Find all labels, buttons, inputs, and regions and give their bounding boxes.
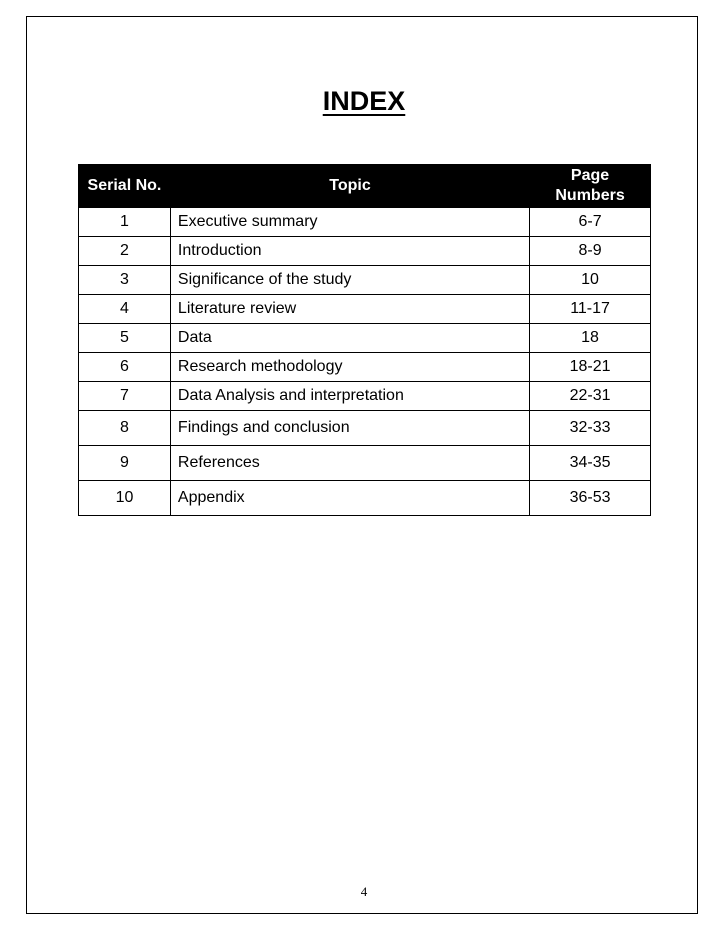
page-title-text: INDEX bbox=[322, 86, 406, 116]
serial-cell: 3 bbox=[79, 266, 171, 295]
table-row bbox=[79, 382, 651, 411]
page-cell: 32-33 bbox=[530, 411, 651, 446]
serial-cell: 6 bbox=[79, 353, 171, 382]
table-row bbox=[79, 295, 651, 324]
page-title bbox=[0, 84, 728, 118]
table-row bbox=[79, 353, 651, 382]
page-cell: 22-31 bbox=[530, 382, 651, 411]
table-row bbox=[79, 446, 651, 481]
topic-cell: Literature review bbox=[170, 295, 529, 324]
page-number: 4 bbox=[360, 884, 368, 899]
page-cell: 34-35 bbox=[530, 446, 651, 481]
page-cell: 8-9 bbox=[530, 237, 651, 266]
serial-cell: 8 bbox=[79, 411, 171, 446]
page-cell: 11-17 bbox=[530, 295, 651, 324]
topic-cell: Appendix bbox=[170, 481, 529, 516]
index-table bbox=[78, 164, 651, 516]
table-row bbox=[79, 266, 651, 295]
serial-cell: 9 bbox=[79, 446, 171, 481]
header-page-numbers bbox=[530, 165, 651, 208]
table-header-row bbox=[79, 165, 651, 208]
serial-cell: 4 bbox=[79, 295, 171, 324]
serial-cell: 1 bbox=[79, 208, 171, 237]
page-cell: 6-7 bbox=[530, 208, 651, 237]
topic-cell: Executive summary bbox=[170, 208, 529, 237]
page-cell: 18 bbox=[530, 324, 651, 353]
page-cell: 36-53 bbox=[530, 481, 651, 516]
header-serial-no: Serial No. bbox=[79, 165, 171, 208]
table-row bbox=[79, 411, 651, 446]
table-row bbox=[79, 237, 651, 266]
header-page-line1: Page bbox=[570, 167, 610, 184]
serial-cell: 10 bbox=[79, 481, 171, 516]
topic-cell: Data bbox=[170, 324, 529, 353]
header-topic: Topic bbox=[170, 165, 529, 208]
serial-cell: 2 bbox=[79, 237, 171, 266]
page-cell: 10 bbox=[530, 266, 651, 295]
topic-cell: Research methodology bbox=[170, 353, 529, 382]
header-page-line2: Numbers bbox=[555, 187, 625, 204]
topic-cell: Findings and conclusion bbox=[170, 411, 529, 446]
topic-cell: References bbox=[170, 446, 529, 481]
topic-cell: Significance of the study bbox=[170, 266, 529, 295]
topic-cell: Data Analysis and interpretation bbox=[170, 382, 529, 411]
serial-cell: 5 bbox=[79, 324, 171, 353]
serial-cell: 7 bbox=[79, 382, 171, 411]
table-row bbox=[79, 324, 651, 353]
page-cell: 18-21 bbox=[530, 353, 651, 382]
table-row bbox=[79, 208, 651, 237]
table-row bbox=[79, 481, 651, 516]
topic-cell: Introduction bbox=[170, 237, 529, 266]
